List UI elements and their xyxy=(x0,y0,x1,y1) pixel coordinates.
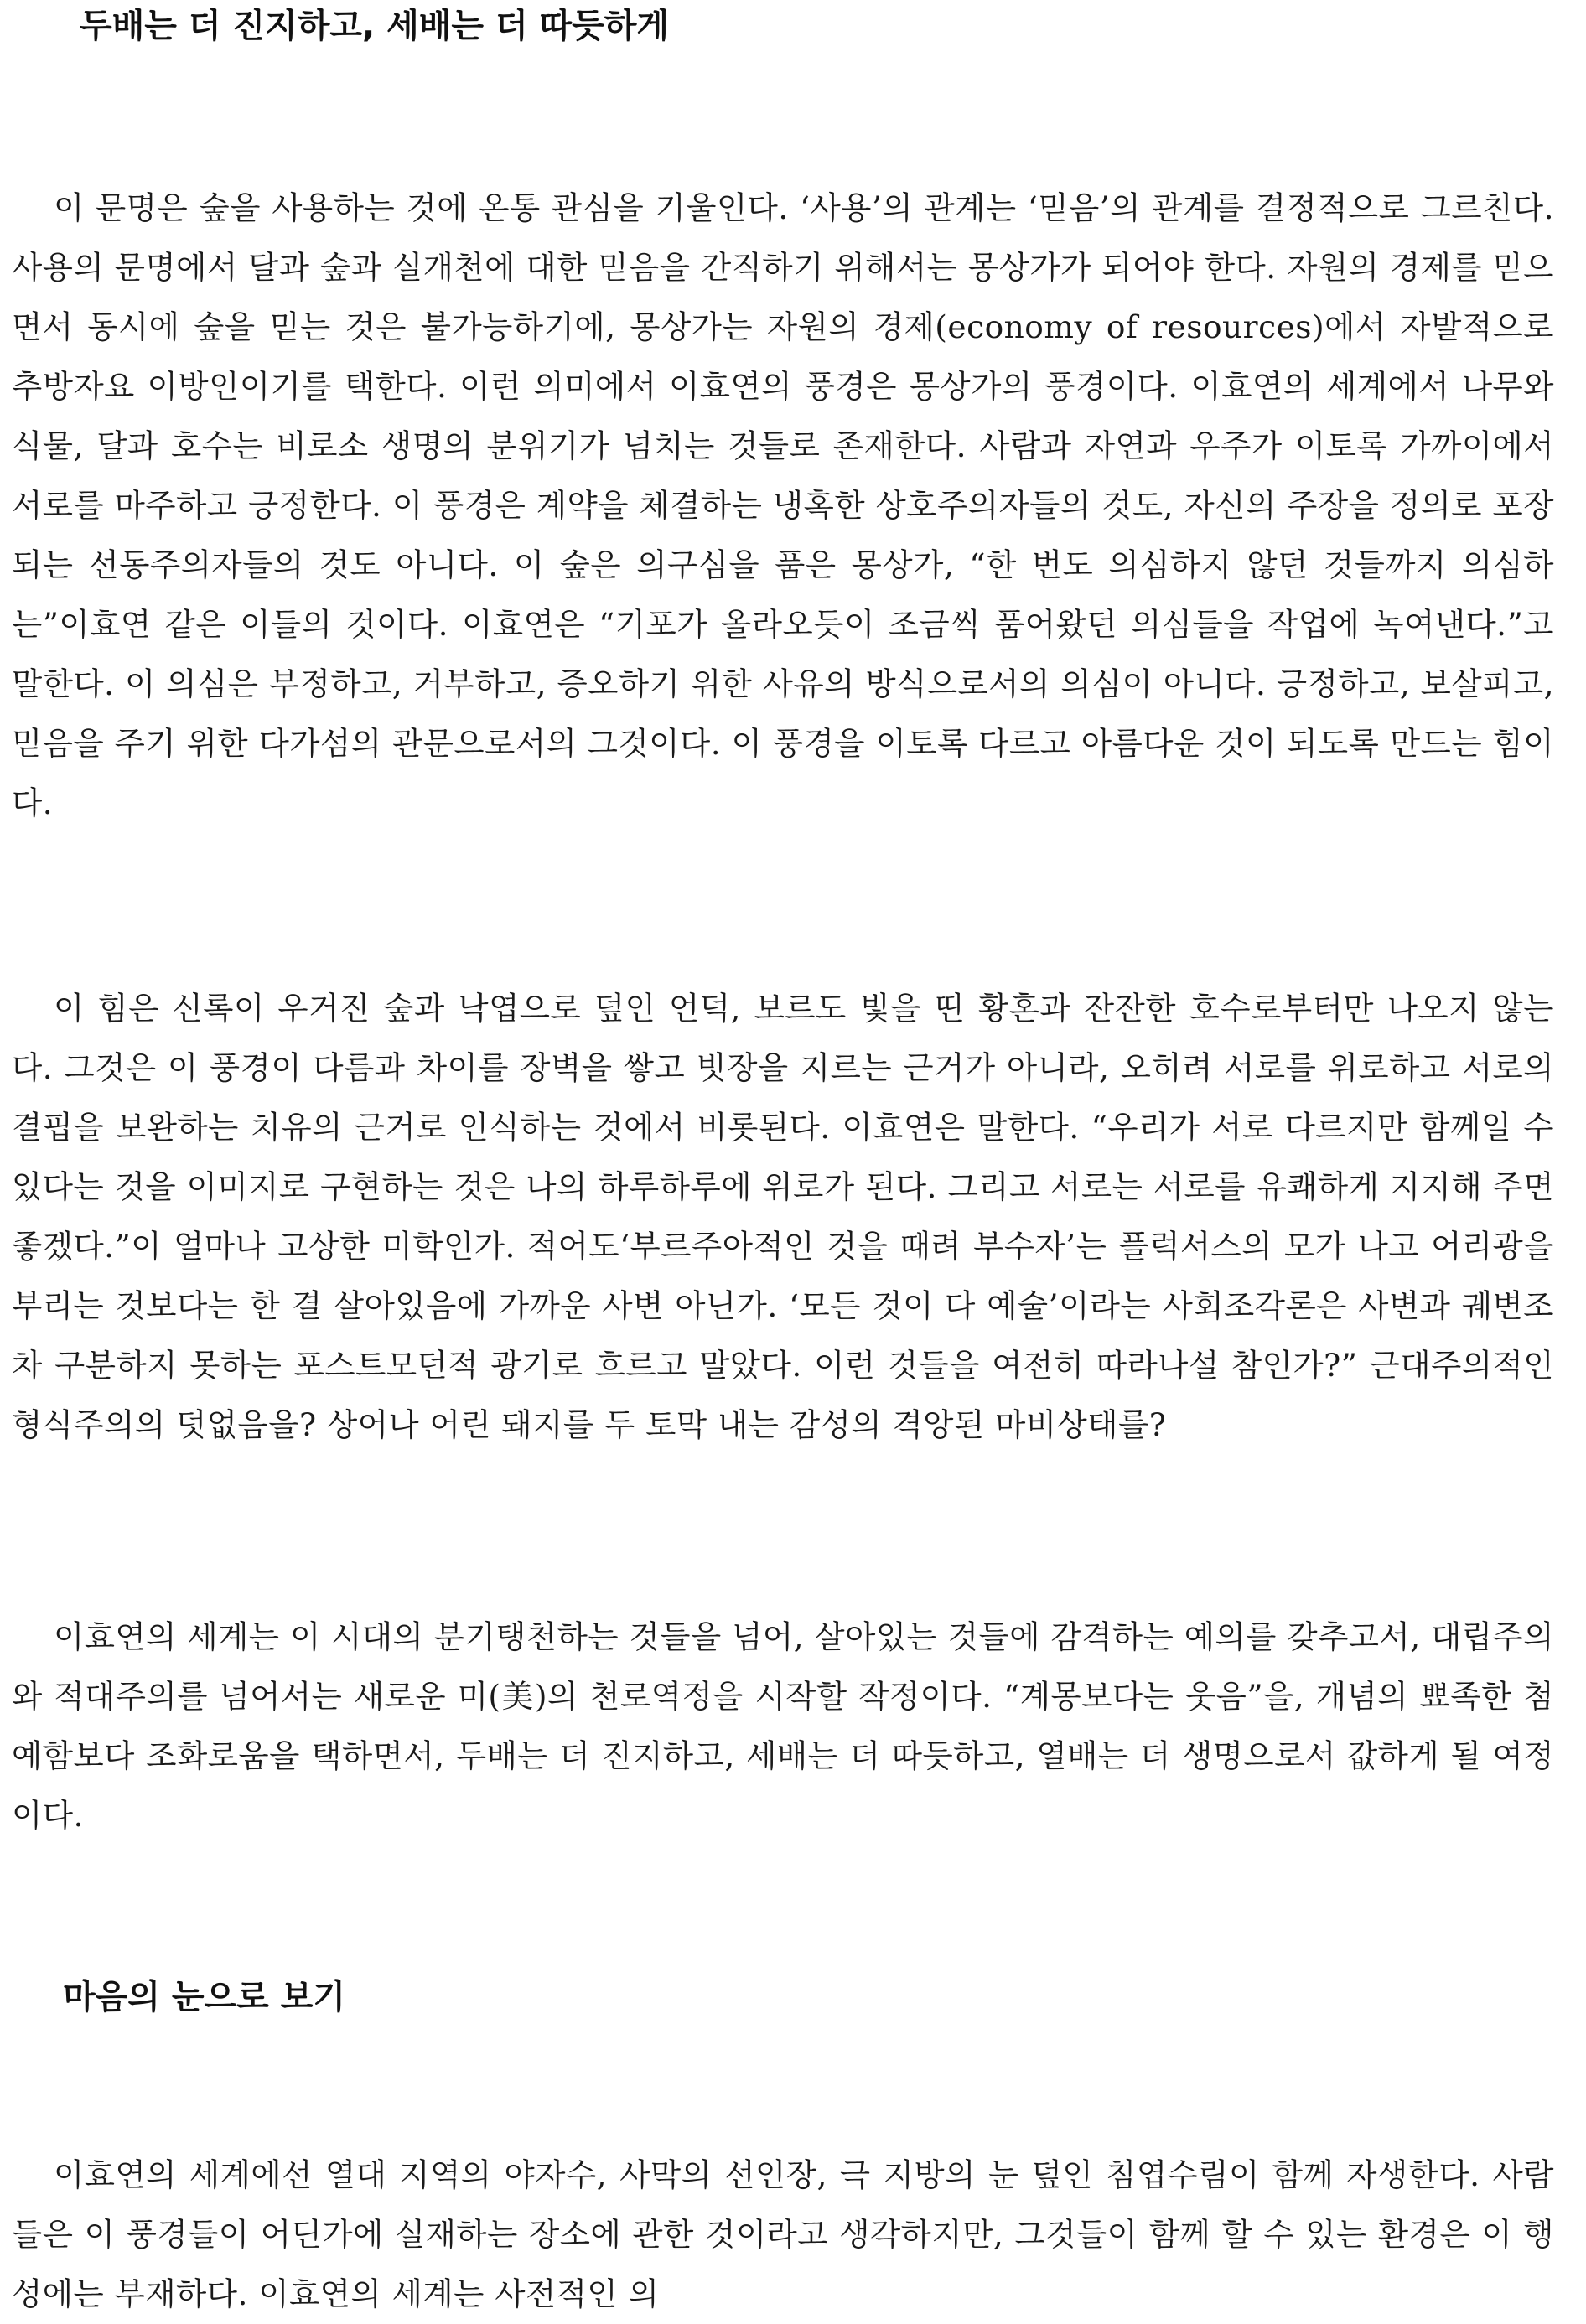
body-paragraph: 이 문명은 숲을 사용하는 것에 온통 관심을 기울인다. ‘사용’의 관계는 ‘믿음’의 관계를 결정적으로 그르친다. 사용의 문명에서 달과 숲과 실개천에 대한 믿음을 간직하기 위해서는 몽상가가 되어야 한다. 자원의 경제를 믿으면서 동시에 숲을 믿는 것은 불가능하기에, 몽상가는 자원의 경제(economy of resources)에서 자발적으로 추방자요 이방인이기를 택한다. 이런 의미에서 이효연의 풍경은 몽상가의 풍경이다. 이효연의 세계에서 나무와 식물, 달과 호수는 비로소 생명의 분위기가 넘치는 것들로 존재한다. 사람과 자연과 우주가 이토록 가까이에서 서로를 마주하고 긍정한다. 이 풍경은 계약을 체결하는 냉혹한 상호주의자들의 것도, 자신의 주장을 정의로 포장되는 선동주의자들의 것도 아니다. 이 숲은 의구심을 품은 몽상가, “한 번도 의심하지 않던 것들까지 의심하는”이효연 같은 이들의 것이다. 이효연은 “기포가 올라오듯이 조금씩 품어왔던 의심들을 작업에 녹여낸다.”고 말한다. 이 의심은 부정하고, 거부하고, 증오하기 위한 사유의 방식으로서의 의심이 아니다. 긍정하고, 보살피고, 믿음을 주기 위한 다가섬의 관문으로서의 그것이다. 이 풍경을 이토록 다르고 아름다운 것이 되도록 만드는 힘이다. xyxy=(12,189,1554,821)
body-paragraph: 이효연의 세계는 이 시대의 분기탱천하는 것들을 넘어, 살아있는 것들에 감격하는 예의를 갖추고서, 대립주의와 적대주의를 넘어서는 새로운 미(美)의 천로역정을 시작할 작정이다. “계몽보다는 웃음”을, 개념의 뾰족한 첨예함보다 조화로움을 택하면서, 두배는 더 진지하고, 세배는 더 따듯하고, 열배는 더 생명으로서 값하게 될 여정이다. xyxy=(12,1618,1554,1834)
section-heading: 마음의 눈으로 보기 xyxy=(63,1978,345,2016)
body-paragraph: 이효연의 세계에선 열대 지역의 야자수, 사막의 선인장, 극 지방의 눈 덮인 침엽수림이 함께 자생한다. 사람들은 이 풍경들이 어딘가에 실재하는 장소에 관한 것이라고 생각하지만, 그것들이 함께 할 수 있는 환경은 이 행성에는 부재하다. 이효연의 세계는 사전적인 의 xyxy=(12,2156,1554,2312)
section-heading: 두배는 더 진지하고, 세배는 더 따듯하게 xyxy=(80,7,670,45)
body-paragraph: 이 힘은 신록이 우거진 숲과 낙엽으로 덮인 언덕, 보르도 빛을 띤 황혼과 잔잔한 호수로부터만 나오지 않는다. 그것은 이 풍경이 다름과 차이를 장벽을 쌓고 빗장을 지르는 근거가 아니라, 오히려 서로를 위로하고 서로의 결핍을 보완하는 치유의 근거로 인식하는 것에서 비롯된다. 이효연은 말한다. “우리가 서로 다르지만 함께일 수 있다는 것을 이미지로 구현하는 것은 나의 하루하루에 위로가 된다. 그리고 서로는 서로를 유쾌하게 지지해 주면 좋겠다.”이 얼마나 고상한 미학인가. 적어도‘부르주아적인 것을 때려 부수자’는 플럭서스의 모가 나고 어리광을 부리는 것보다는 한 결 살아있음에 가까운 사변 아닌가. ‘모든 것이 다 예술’이라는 사회조각론은 사변과 궤변조차 구분하지 못하는 포스트모던적 광기로 흐르고 말았다. 이런 것들을 여전히 따라나설 참인가?” 근대주의적인 형식주의의 덧없음을? 상어나 어린 돼지를 두 토막 내는 감성의 격앙된 마비상태를? xyxy=(12,990,1554,1443)
